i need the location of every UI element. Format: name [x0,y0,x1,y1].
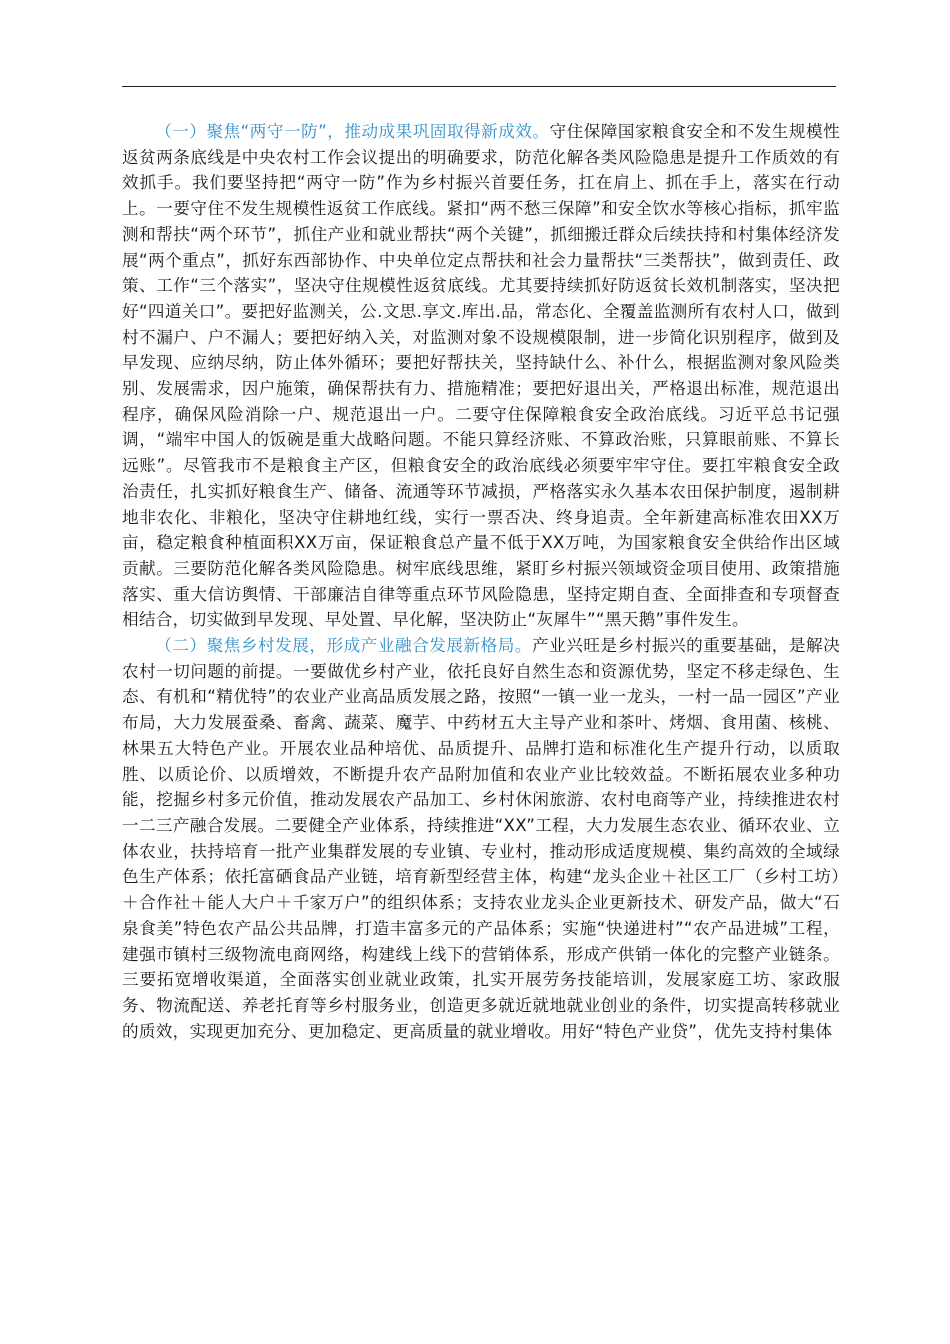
section-heading-2: （二）聚焦乡村发展，形成产业融合发展新格局。 [155,636,532,656]
paragraph-body-1: 守住保障国家粮食安全和不发生规模性返贫两条底线是中央农村工作会议提出的明确要求，防范化解各类风险隐患是提升工作质效的有效抓手。我们要坚持把“两守一防”作为乡村振兴首要任务，扛在肩上、抓在手上，落实在行动上。一要守住不发生规模性返贫工作底线。紧扣“两不愁三保障”和安全饮水等核心指标，抓牢监测和帮扶“两个环节”，抓住产业和就业帮扶“两个关键”，抓细搬迁群众后续扶持和村集体经济发展“两个重点”，抓好东西部协作、中央单位定点帮扶和社会力量帮扶“三类帮扶”，做到责任、政策、工作“三个落实”，坚决守住规模性返贫底线。尤其要持续抓好防返贫长效机制落实，坚决把好“四道关口”。要把好监测关，公.文思.享文.库出.品，常态化、全覆盖监测所有农村人口，做到村不漏户、户不漏人；要把好纳入关，对监测对象不设规模限制，进一步简化识别程序，做到及早发现、应纳尽纳，防止体外循环；要把好帮扶关，坚持缺什么、补什么，根据监测对象风险类别、发展需求，因户施策，确保帮扶有力、措施精准；要把好退出关，严格退出标准，规范退出程序，确保风险消除一户、规范退出一户。二要守住保障粮食安全政治底线。习近平总书记强调，“端牢中国人的饭碗是重大战略问题。不能只算经济账、不算政治账，只算眼前账、不算长远账”。尽管我市不是粮食主产区，但粮食安全的政治底线必须要牢牢守住。要扛牢粮食安全政治责任，扎实抓好粮食生产、储备、流通等环节减损，严格落实永久基本农田保护制度，遏制耕地非农化、非粮化，坚决守住耕地红线，实行一票否决、终身追责。全年新建高标准农田XX万亩，稳定粮食种植面积XX万亩，保证粮食总产量不低于XX万吨，为国家粮食安全供给作出区域贡献。三要防范化解各类风险隐患。树牢底线思维，紧盯乡村振兴领域资金项目使用、政策措施落实、重大信访舆情、干部廉洁自律等重点环节风险隐患，坚持定期自查、全面排查和专项督查相结合，切实做到早发现、早处置、早化解，坚决防止“灰犀牛”“黑天鹅”事件发生。 [122,122,840,630]
header-rule [122,86,836,87]
paragraph-2 [122,633,840,1044]
document-body [122,119,840,1044]
paragraph-body-2: 产业兴旺是乡村振兴的重要基础，是解决农村一切问题的前提。一要做优乡村产业，依托良好自然生态和资源优势，坚定不移走绿色、生态、有机和“精优特”的农业产业高品质发展之路，按照“一镇一业一龙头，一村一品一园区”产业布局，大力发展蚕桑、畜禽、蔬菜、魔芋、中药材五大主导产业和茶叶、烤烟、食用菌、核桃、林果五大特色产业。开展农业品种培优、品质提升、品牌打造和标准化生产提升行动，以质取胜、以质论价、以质增效，不断提升农产品附加值和农业产业比较效益。不断拓展农业多种功能，挖掘乡村多元价值，推动发展农产品加工、乡村休闲旅游、农村电商等产业，持续推进农村一二三产融合发展。二要健全产业体系，持续推进“XX”工程，大力发展生态农业、循环农业、立体农业，扶持培育一批产业集群发展的专业镇、专业村，推动形成适度规模、集约高效的全域绿色生产体系；依托富硒食品产业链，培育新型经营主体，构建“龙头企业＋社区工厂（乡村工坊）＋合作社＋能人大户＋千家万户”的组织体系；支持农业龙头企业更新技术、研发产品，做大“石泉食美”特色农产品公共品牌，打造丰富多元的产品体系；实施“快递进村”“农产品进城”工程，建强市镇村三级物流电商网络，构建线上线下的营销体系，形成产供销一体化的完整产业链条。三要拓宽增收渠道，全面落实创业就业政策，扎实开展劳务技能培训，发展家庭工坊、家政服务、物流配送、养老托育等乡村服务业，创造更多就近就地就业创业的条件，切实提高转移就业的质效，实现更加充分、更加稳定、更高质量的就业增收。用好“特色产业贷”，优先支持村集体 [122,636,840,1041]
section-heading-1: （一）聚焦“两守一防”，推动成果巩固取得新成效。 [155,122,550,141]
paragraph-1 [122,119,840,633]
